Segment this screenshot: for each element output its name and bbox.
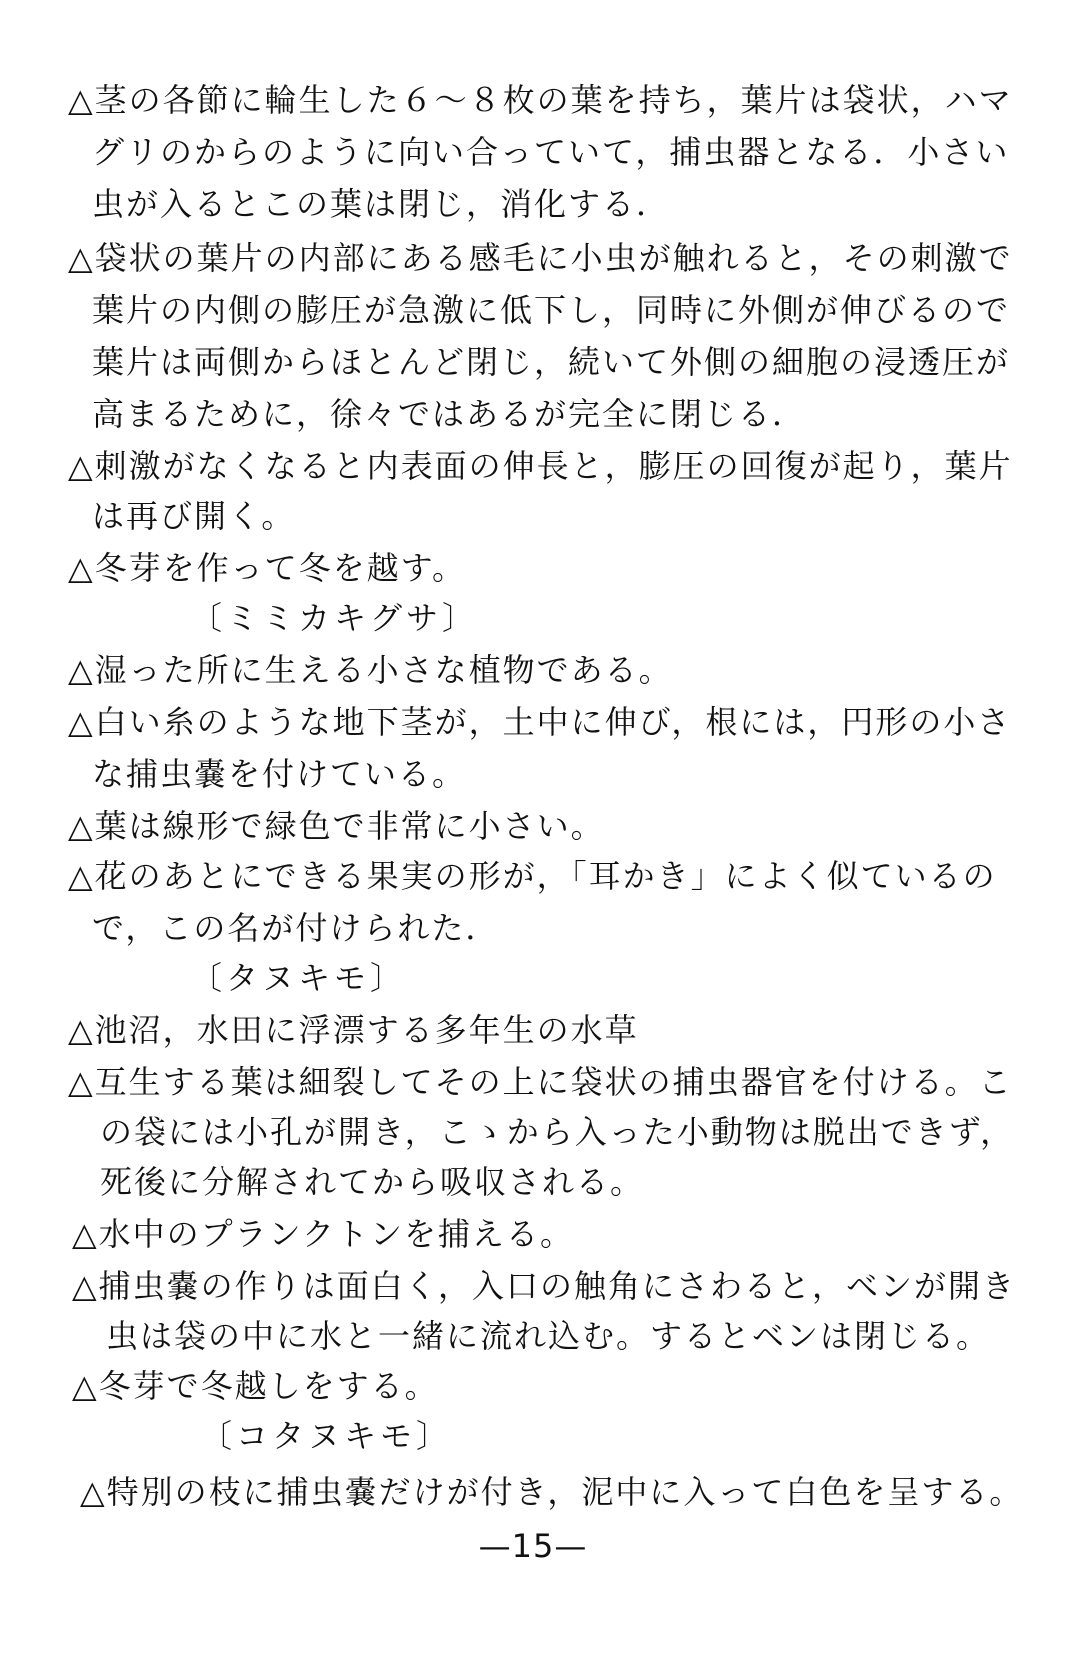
text-line: な捕虫嚢を付けている。 <box>92 755 467 793</box>
page-number: —15— <box>478 1527 588 1565</box>
text-line: 高まるために，徐々ではあるが完全に閉じる． <box>92 395 807 433</box>
text-line: △池沼，水田に浮漂する多年生の水草 <box>68 1011 639 1049</box>
text-line: は再び開く。 <box>92 497 296 535</box>
text-line: 虫が入るとこの葉は閉じ，消化する． <box>92 185 671 223</box>
text-line: △湿った所に生える小さな植物である。 <box>68 651 673 689</box>
text-line: △特別の枝に捕虫嚢だけが付き，泥中に入って白色を呈する。 <box>80 1473 1024 1511</box>
section-heading: 〔タヌキモ〕 <box>190 959 407 997</box>
text-line: グリのからのように向い合っていて，捕虫器となる．小さい <box>92 133 1010 171</box>
section-heading: 〔ミミカキグサ〕 <box>190 599 479 637</box>
text-line: △茎の各節に輪生した６～８枚の葉を持ち，葉片は袋状，ハマ <box>68 81 1013 119</box>
text-line: の袋には小孔が開き，こゝから入った小動物は脱出できず， <box>100 1113 1015 1151</box>
section-heading: 〔コタヌキモ〕 <box>200 1417 453 1455</box>
text-line: △捕虫嚢の作りは面白く，入口の触角にさわると，ベンが開き <box>72 1267 1016 1305</box>
text-line: △花のあとにできる果実の形が，「耳かき」によく似ているの <box>68 857 997 895</box>
text-line: △刺激がなくなると内表面の伸長と，膨圧の回復が起り，葉片 <box>68 447 1013 485</box>
text-line: 死後に分解されてから吸収される。 <box>100 1163 645 1201</box>
text-line: △冬芽で冬越しをする。 <box>72 1367 439 1405</box>
text-line: 葉片の内側の膨圧が急激に低下し，同時に外側が伸びるので <box>92 291 1011 329</box>
text-line: 葉片は両側からほとんど閉じ，続いて外側の細胞の浸透圧が <box>92 343 1011 381</box>
text-line: △白い糸のような地下茎が，土中に伸び，根には，円形の小さ <box>68 703 1012 741</box>
text-line: で，この名が付けられた． <box>92 909 500 947</box>
text-line: 虫は袋の中に水と一緒に流れ込む。するとベンは閉じる。 <box>106 1317 991 1355</box>
text-line: △冬芽を作って冬を越す。 <box>68 549 467 587</box>
text-line: △袋状の葉片の内部にある感毛に小虫が触れると，その刺激で <box>68 239 1013 277</box>
text-line: △葉は線形で緑色で非常に小さい。 <box>68 807 605 845</box>
text-line: △互生する葉は細裂してその上に袋状の捕虫器官を付ける。こ <box>68 1063 1013 1101</box>
text-line: △水中のプランクトンを捕える。 <box>72 1215 574 1253</box>
